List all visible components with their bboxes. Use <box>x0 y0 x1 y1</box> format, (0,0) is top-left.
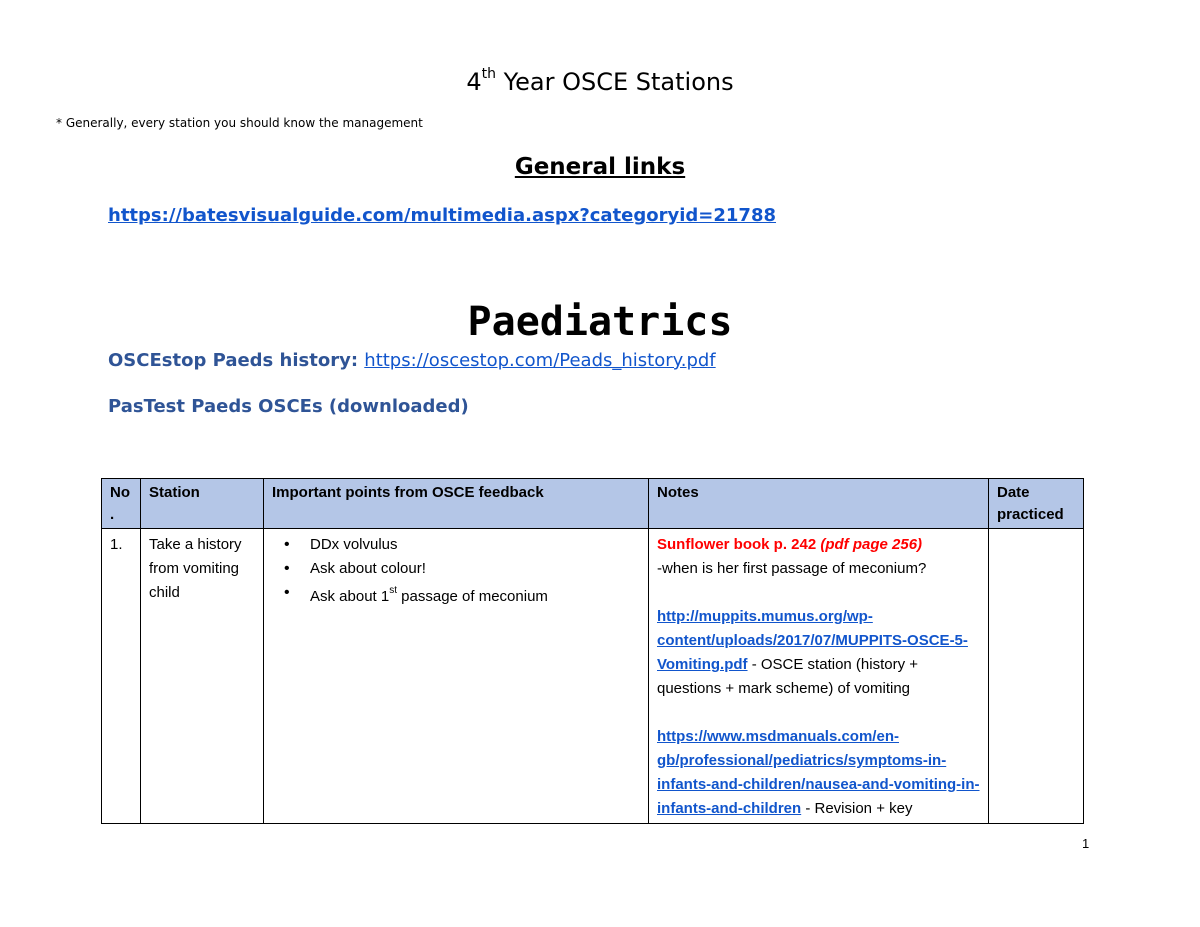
cell-points <box>264 529 649 824</box>
stations-table <box>101 478 1084 824</box>
pastest-line: PasTest Paeds OSCEs (downloaded) <box>108 396 469 417</box>
msd-note <box>657 725 980 821</box>
management-note: * Generally, every station you should know the management <box>56 116 423 130</box>
list-item: • DDx volvulus <box>310 533 640 557</box>
cell-date <box>989 529 1084 824</box>
oscestop-label: OSCEstop Paeds history: <box>108 350 365 371</box>
header-points: Important points from OSCE feedback <box>264 479 649 529</box>
msd-manuals-link[interactable]: https://www.msdmanuals.com/en-gb/professional/pediatrics/symptoms-in-infants-and-children/nausea-and-vomiting-in-infants-and-children <box>657 728 980 817</box>
list-item: • Ask about colour! <box>310 557 640 581</box>
title-number: 4 <box>466 68 482 96</box>
list-item <box>310 581 640 609</box>
cell-no: 1. <box>102 529 141 824</box>
muppits-description: - OSCE station (history + questions + mark scheme) of vomiting <box>657 656 919 697</box>
page-number: 1 <box>1082 836 1090 851</box>
muppits-link[interactable]: http://muppits.mumus.org/wp-content/uploads/2017/07/MUPPITS-OSCE-5-Vomiting.pdf <box>657 608 968 673</box>
section-title: Paediatrics <box>467 299 733 345</box>
title-superscript: th <box>481 66 497 82</box>
bates-visual-guide-link[interactable]: https://batesvisualguide.com/multimedia.aspx?categoryid=21788 <box>108 205 777 226</box>
cell-notes <box>649 529 989 824</box>
general-links-heading: General links <box>514 154 686 180</box>
table-header-row <box>102 479 1084 529</box>
header-station: Station <box>141 479 264 529</box>
header-notes: Notes <box>649 479 989 529</box>
title-text: Year OSCE Stations <box>496 68 734 96</box>
point-text: passage of meconium <box>397 588 548 605</box>
msd-description: - Revision + key <box>801 800 913 817</box>
point-superscript: st <box>389 585 397 596</box>
table-row <box>102 529 1084 824</box>
header-no: No . <box>102 479 141 529</box>
book-reference-page: (pdf page 256) <box>820 536 923 553</box>
oscestop-link[interactable]: https://oscestop.com/Peads_history.pdf <box>364 350 716 371</box>
meconium-question: -when is her first passage of meconium? <box>657 560 927 577</box>
oscestop-line <box>108 350 716 371</box>
muppits-note <box>657 605 980 701</box>
cell-station: Take a history from vomiting child <box>141 529 264 824</box>
book-reference <box>657 533 980 557</box>
header-date: Date practiced <box>989 479 1084 529</box>
feedback-points-list <box>272 533 640 609</box>
page-title <box>0 60 1200 99</box>
book-reference-text: Sunflower book p. 242 <box>657 536 821 553</box>
point-text: Ask about 1 <box>310 588 390 605</box>
